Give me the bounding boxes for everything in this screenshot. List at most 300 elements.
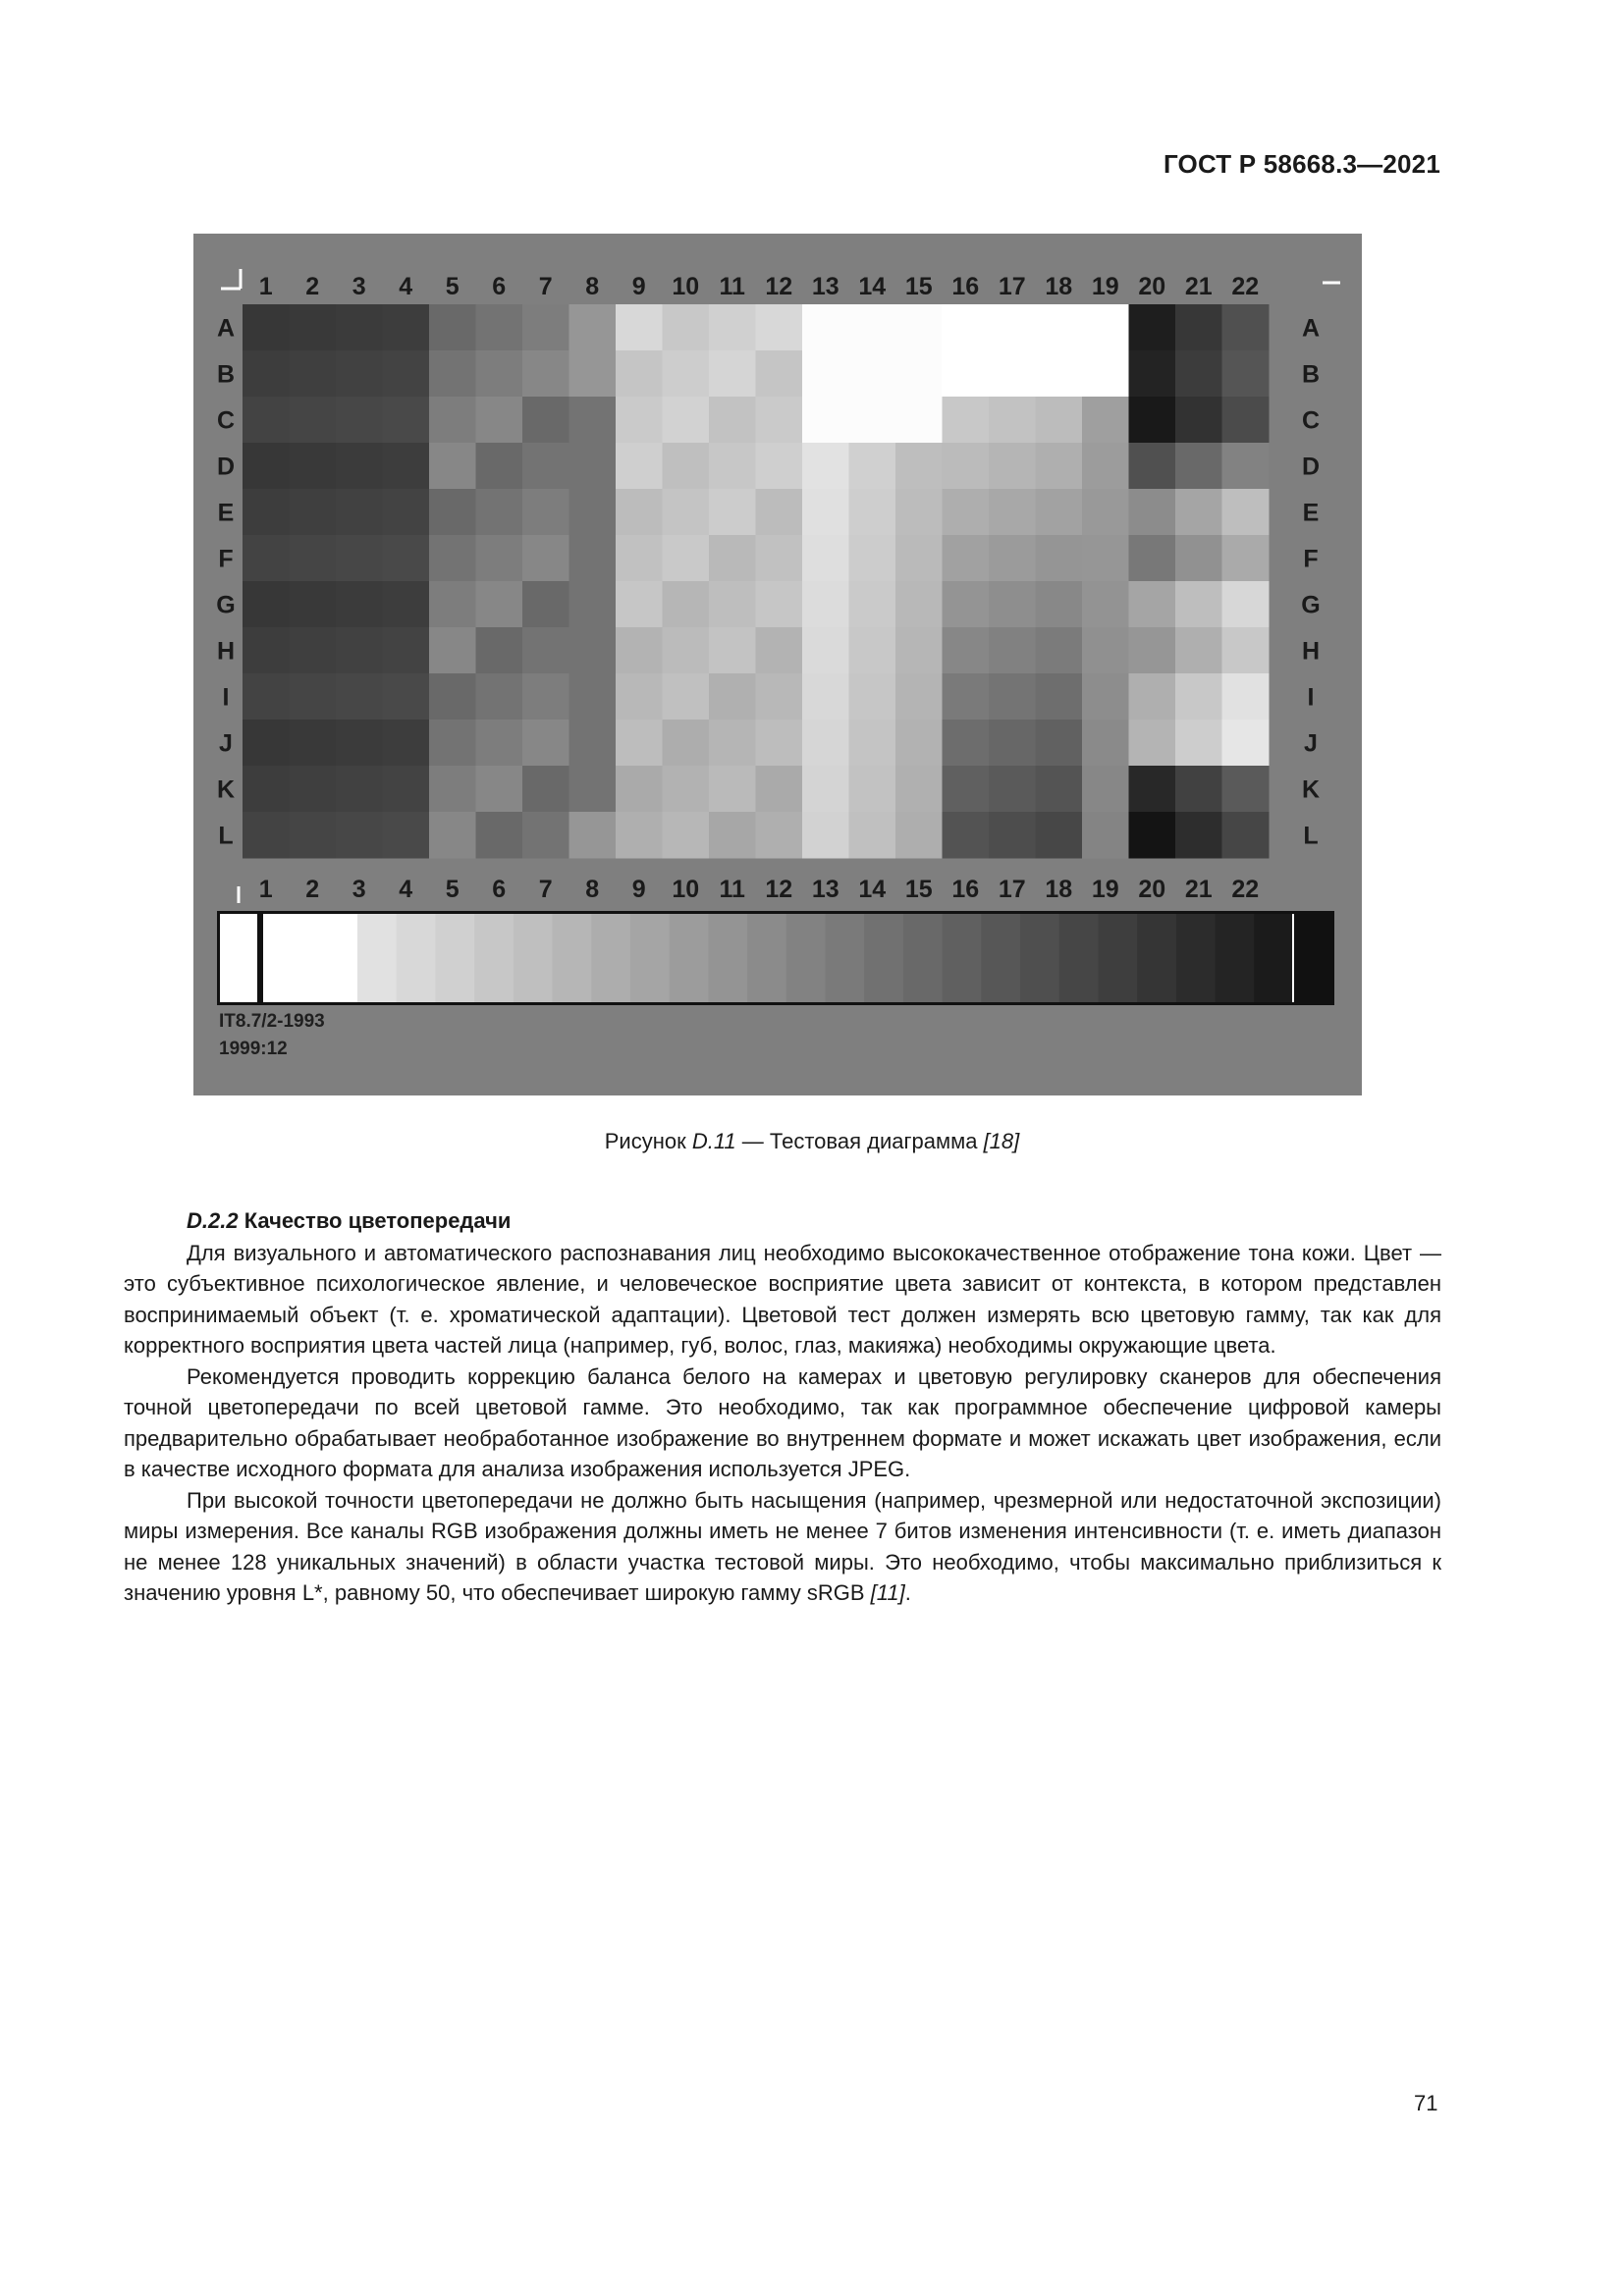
color-patch: [336, 627, 383, 674]
color-patch: [663, 812, 710, 859]
color-patch: [429, 627, 476, 674]
color-patch: [429, 720, 476, 767]
color-patch: [429, 766, 476, 813]
column-label: 13: [811, 876, 839, 903]
row-label: C: [1301, 406, 1321, 435]
section-title: Качество цветопередачи: [238, 1208, 512, 1233]
color-patch: [802, 489, 849, 536]
row-labels-right: [1301, 315, 1320, 850]
color-patch: [336, 535, 383, 582]
color-patch: [569, 812, 617, 859]
color-patch: [569, 535, 617, 582]
color-patch: [989, 350, 1036, 398]
column-label: 7: [538, 876, 553, 903]
column-labels-top: [259, 273, 1259, 300]
color-patch: [243, 350, 290, 398]
row-label: I: [222, 683, 230, 712]
color-patch: [989, 766, 1036, 813]
color-patch: [1175, 627, 1222, 674]
caption-number: D.11: [691, 1129, 736, 1153]
strip-step: [670, 914, 709, 1002]
color-patch: [569, 489, 617, 536]
target-date-label: 1999:12: [219, 1039, 288, 1059]
color-patch: [802, 443, 849, 490]
color-patch: [1175, 535, 1222, 582]
color-patch: [1222, 627, 1270, 674]
color-patch: [1082, 581, 1129, 628]
color-patch: [1082, 304, 1129, 351]
color-patch: [756, 489, 803, 536]
color-patch: [1222, 443, 1270, 490]
color-patch: [895, 304, 943, 351]
color-patch: [756, 443, 803, 490]
row-label: F: [218, 545, 234, 573]
color-patch: [243, 443, 290, 490]
color-patch: [756, 581, 803, 628]
color-patch: [849, 673, 896, 721]
color-patch: [1129, 673, 1176, 721]
column-label: 4: [399, 273, 413, 300]
color-patch: [709, 627, 756, 674]
caption-text: — Тестовая диаграмма: [735, 1129, 984, 1153]
color-patch: [290, 304, 337, 351]
color-patch: [616, 627, 663, 674]
color-patch: [756, 397, 803, 444]
strip-white-swatch: [220, 914, 257, 1002]
color-patch: [849, 397, 896, 444]
column-label: 15: [904, 876, 933, 903]
color-patch: [989, 304, 1036, 351]
column-label: 9: [631, 876, 646, 903]
color-patch: [895, 489, 943, 536]
color-patch: [383, 581, 430, 628]
color-patch: [989, 627, 1036, 674]
section-heading: [124, 1205, 1441, 1237]
color-patch: [429, 535, 476, 582]
color-patch: [336, 489, 383, 536]
color-patch: [802, 766, 849, 813]
strip-step: [630, 914, 670, 1002]
color-patch: [1036, 489, 1083, 536]
color-patch: [943, 720, 990, 767]
row-label: H: [1301, 637, 1321, 666]
color-patch: [802, 673, 849, 721]
color-patch: [383, 489, 430, 536]
color-patch: [569, 581, 617, 628]
color-patch: [569, 673, 617, 721]
color-patch: [1036, 397, 1083, 444]
column-label: 10: [672, 273, 700, 300]
color-patch: [1222, 581, 1270, 628]
column-label: 3: [352, 273, 366, 300]
color-patch: [1222, 535, 1270, 582]
color-patch: [1036, 535, 1083, 582]
strip-step: [826, 914, 865, 1002]
color-patch: [895, 443, 943, 490]
color-patch: [895, 766, 943, 813]
row-label: L: [1303, 822, 1319, 850]
color-patch: [290, 535, 337, 582]
row-label: A: [216, 314, 236, 343]
color-patch: [383, 627, 430, 674]
paragraph-3: [124, 1485, 1441, 1609]
color-patch: [1036, 304, 1083, 351]
color-patch: [756, 720, 803, 767]
test-chart-figure: [193, 234, 1362, 1095]
color-patch: [709, 766, 756, 813]
column-label: 14: [858, 876, 887, 903]
color-patch: [243, 766, 290, 813]
color-patch: [1036, 673, 1083, 721]
row-label: A: [1301, 314, 1321, 343]
color-patch: [243, 812, 290, 859]
color-patch: [1082, 350, 1129, 398]
color-patch: [709, 581, 756, 628]
column-label: 22: [1231, 876, 1260, 903]
color-patch: [1175, 397, 1222, 444]
color-patch: [709, 673, 756, 721]
row-label: I: [1307, 683, 1315, 712]
color-patch: [1082, 673, 1129, 721]
color-patch: [336, 766, 383, 813]
caption-prefix: Рисунок: [604, 1129, 692, 1153]
strip-step: [1020, 914, 1059, 1002]
color-patch: [243, 397, 290, 444]
color-patch: [522, 581, 569, 628]
color-patch: [1082, 397, 1129, 444]
color-patch: [243, 627, 290, 674]
color-patch: [616, 535, 663, 582]
color-patch: [569, 350, 617, 398]
color-patch: [429, 350, 476, 398]
color-patch: [569, 397, 617, 444]
color-patch: [849, 627, 896, 674]
color-patch: [1222, 304, 1270, 351]
color-patch: [476, 535, 523, 582]
color-patch: [895, 812, 943, 859]
color-patch: [1129, 766, 1176, 813]
strip-step: [357, 914, 397, 1002]
color-patch: [1222, 812, 1270, 859]
color-patch: [1129, 627, 1176, 674]
column-label: 9: [631, 273, 646, 300]
column-label: 7: [538, 273, 553, 300]
column-label: 21: [1184, 876, 1213, 903]
strip-step: [864, 914, 903, 1002]
color-patch: [663, 397, 710, 444]
color-patch: [290, 720, 337, 767]
row-labels-left: [216, 315, 235, 850]
color-patch: [383, 304, 430, 351]
color-patch: [522, 304, 569, 351]
caption-reference: [18]: [983, 1129, 1020, 1153]
color-patch: [1036, 443, 1083, 490]
color-patch: [943, 304, 990, 351]
row-label: D: [1301, 453, 1321, 481]
color-patch: [1036, 350, 1083, 398]
color-patch: [989, 443, 1036, 490]
color-patch: [522, 443, 569, 490]
color-patch: [802, 304, 849, 351]
color-patch: [709, 812, 756, 859]
paragraph-1: Для визуального и автоматического распознавания лиц необходимо высококачественное отображение тона кожи. Цвет — это субъективное психологическое явление, и человеческое восприятие цвета зависит от контекста, в котором представлен воспринимаемый объект (т. е. хроматической адаптации). Цветовой тест должен измерять всю цветовую гамму, так как для корректного восприятия цвета частей лица (например, губ, волос, глаз, макияжа) необходимы окружающие цвета.: [124, 1240, 1441, 1358]
color-patch: [756, 812, 803, 859]
color-patch: [290, 350, 337, 398]
color-patch: [569, 766, 617, 813]
row-label: B: [216, 360, 236, 389]
color-patch: [943, 397, 990, 444]
strip-white-step: [263, 914, 357, 1002]
strip-step: [1059, 914, 1099, 1002]
color-patch: [1175, 766, 1222, 813]
color-patch: [849, 350, 896, 398]
color-patch: [663, 673, 710, 721]
color-patch: [1082, 535, 1129, 582]
color-patch: [1036, 627, 1083, 674]
color-patch: [1175, 581, 1222, 628]
strip-step: [474, 914, 514, 1002]
color-patch: [1222, 350, 1270, 398]
color-patch: [1175, 489, 1222, 536]
color-patch: [522, 673, 569, 721]
row-label: J: [1304, 729, 1318, 758]
color-patch: [989, 812, 1036, 859]
strip-step: [435, 914, 474, 1002]
column-label: 6: [492, 876, 507, 903]
color-patch: [290, 489, 337, 536]
column-label: 16: [951, 876, 980, 903]
color-patch: [1175, 673, 1222, 721]
row-label: K: [1301, 775, 1321, 804]
row-label: G: [216, 591, 236, 619]
color-patch: [756, 304, 803, 351]
color-patch: [522, 350, 569, 398]
column-label: 10: [672, 876, 700, 903]
color-patch: [1082, 720, 1129, 767]
color-patch: [1175, 812, 1222, 859]
color-patch: [1222, 720, 1270, 767]
color-patch: [243, 489, 290, 536]
color-patch: [895, 581, 943, 628]
color-patch: [1222, 397, 1270, 444]
color-patch: [522, 627, 569, 674]
color-patch: [756, 627, 803, 674]
color-patch: [616, 673, 663, 721]
color-patch: [1222, 766, 1270, 813]
color-patch: [616, 812, 663, 859]
column-label: 1: [258, 876, 273, 903]
color-patch: [756, 535, 803, 582]
color-patch: [476, 443, 523, 490]
color-patch: [243, 535, 290, 582]
color-patch: [616, 766, 663, 813]
column-label: 21: [1184, 273, 1213, 300]
color-patch: [1222, 673, 1270, 721]
column-label: 18: [1045, 273, 1073, 300]
row-label: G: [1301, 591, 1321, 619]
color-patch: [476, 350, 523, 398]
color-patch: [290, 443, 337, 490]
color-patch: [1036, 581, 1083, 628]
color-patch: [616, 397, 663, 444]
color-patch: [243, 720, 290, 767]
color-patch: [1082, 627, 1129, 674]
column-label: 20: [1138, 273, 1166, 300]
section-number: D.2.2: [187, 1208, 239, 1233]
column-label: 15: [904, 273, 933, 300]
strip-step: [1216, 914, 1255, 1002]
color-patch: [383, 766, 430, 813]
color-patch: [709, 304, 756, 351]
color-patch: [1129, 350, 1176, 398]
color-patch: [290, 766, 337, 813]
color-patch: [336, 812, 383, 859]
color-patch: [336, 720, 383, 767]
color-patch: [849, 766, 896, 813]
color-patch: [476, 581, 523, 628]
color-patch: [989, 581, 1036, 628]
color-patch: [522, 766, 569, 813]
color-patch: [429, 304, 476, 351]
color-patch: [849, 812, 896, 859]
color-patch: [895, 350, 943, 398]
color-patch: [849, 535, 896, 582]
color-patch: [522, 489, 569, 536]
color-patch: [476, 304, 523, 351]
color-patch: [429, 443, 476, 490]
color-patch: [1129, 304, 1176, 351]
color-patch: [1175, 350, 1222, 398]
color-patch: [1129, 720, 1176, 767]
color-patch: [1129, 397, 1176, 444]
color-patch: [616, 489, 663, 536]
color-patch: [336, 397, 383, 444]
page-number: 71: [1414, 2091, 1438, 2115]
color-patch: [1036, 766, 1083, 813]
color-patch: [616, 581, 663, 628]
column-label: 20: [1138, 876, 1166, 903]
row-label: J: [219, 729, 233, 758]
color-patch: [1175, 720, 1222, 767]
column-label: 8: [585, 876, 600, 903]
paragraph-2: Рекомендуется проводить коррекцию баланса белого на камерах и цветовую регулировку сканеров для обеспечения точной цветопередачи по всей цветовой гамме. Это необходимо, так как программное обеспечение цифровой камеры предварительно обрабатывает необработанное изображение во внутреннем формате и может искажать цвет изображения, если в качестве исходного формата для анализа изображения используется JPEG.: [124, 1363, 1441, 1481]
color-patch: [616, 304, 663, 351]
strip-step: [1176, 914, 1216, 1002]
row-label: K: [216, 775, 236, 804]
column-label: 5: [445, 876, 460, 903]
color-patch: [383, 720, 430, 767]
color-patch: [895, 535, 943, 582]
column-label: 19: [1091, 876, 1119, 903]
color-patch: [383, 397, 430, 444]
color-patch: [383, 673, 430, 721]
column-label: 5: [445, 273, 460, 300]
strip-step: [786, 914, 826, 1002]
color-patch: [290, 397, 337, 444]
color-patch: [709, 397, 756, 444]
strip-step: [1254, 914, 1293, 1002]
color-patch: [336, 673, 383, 721]
color-patch: [709, 535, 756, 582]
strip-step: [943, 914, 982, 1002]
color-patch: [943, 812, 990, 859]
color-patch: [1129, 535, 1176, 582]
color-patch: [663, 350, 710, 398]
column-label: 19: [1091, 273, 1119, 300]
color-patch: [383, 350, 430, 398]
color-patch: [429, 581, 476, 628]
column-label: 6: [492, 273, 507, 300]
grayscale-strip: [217, 911, 1334, 1005]
color-patch: [1082, 489, 1129, 536]
color-patch: [429, 673, 476, 721]
column-label: 13: [811, 273, 839, 300]
color-patch: [429, 812, 476, 859]
column-label: 12: [765, 876, 793, 903]
color-patch: [569, 443, 617, 490]
color-patch: [569, 627, 617, 674]
color-patch: [336, 581, 383, 628]
color-patch: [989, 489, 1036, 536]
color-patch: [243, 673, 290, 721]
it8-test-target: [193, 234, 1362, 1095]
column-label: 8: [585, 273, 600, 300]
strip-step: [981, 914, 1020, 1002]
color-patch: [709, 720, 756, 767]
color-patch: [989, 535, 1036, 582]
color-patch: [849, 489, 896, 536]
color-patch: [943, 627, 990, 674]
color-patch: [663, 443, 710, 490]
column-label: 22: [1231, 273, 1260, 300]
color-patch: [476, 720, 523, 767]
column-label: 17: [998, 273, 1026, 300]
color-patch: [1082, 766, 1129, 813]
row-label: H: [216, 637, 236, 666]
color-patch: [943, 581, 990, 628]
column-label: 1: [258, 273, 273, 300]
color-patch: [616, 350, 663, 398]
color-patch: [943, 443, 990, 490]
strip-step: [397, 914, 436, 1002]
figure-caption: [0, 1129, 1624, 1154]
color-patch: [663, 627, 710, 674]
color-patch: [943, 673, 990, 721]
strip-step: [903, 914, 943, 1002]
color-patch: [243, 304, 290, 351]
color-patch: [943, 766, 990, 813]
column-label: 17: [998, 876, 1026, 903]
color-patch: [336, 443, 383, 490]
color-patch: [1129, 443, 1176, 490]
color-patch: [336, 304, 383, 351]
paragraph-3-end: .: [904, 1580, 911, 1605]
row-label: L: [218, 822, 234, 850]
section-d-2-2: [124, 1205, 1441, 1609]
color-patch: [709, 489, 756, 536]
color-patch: [383, 535, 430, 582]
patch-grid: [243, 304, 1270, 859]
color-patch: [290, 673, 337, 721]
color-patch: [663, 766, 710, 813]
color-patch: [522, 812, 569, 859]
color-patch: [663, 720, 710, 767]
strip-step: [1098, 914, 1137, 1002]
color-patch: [849, 720, 896, 767]
color-patch: [802, 812, 849, 859]
color-patch: [616, 443, 663, 490]
color-patch: [709, 350, 756, 398]
